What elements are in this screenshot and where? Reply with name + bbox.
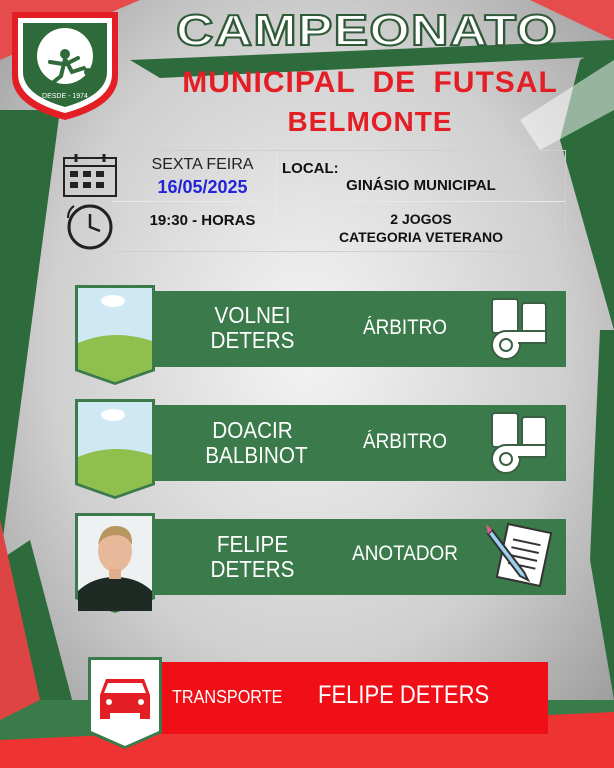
page-title: CAMPEONATO bbox=[176, 6, 558, 55]
staff-role: ANOTADOR bbox=[352, 542, 458, 565]
games-info bbox=[282, 210, 560, 246]
match-date: 16/05/2025 bbox=[157, 177, 248, 197]
staff-name: VOLNEI DETERS bbox=[210, 302, 295, 353]
staff-portrait bbox=[73, 511, 157, 615]
venue-label: LOCAL: bbox=[282, 160, 339, 177]
transport-label: TRANSPORTE bbox=[172, 687, 283, 707]
logo-since: DESDE - 1974 bbox=[42, 93, 88, 100]
venue-name: GINÁSIO MUNICIPAL bbox=[346, 177, 496, 194]
staff-role: ÁRBITRO bbox=[362, 316, 448, 339]
staff-name: FELIPE DETERS bbox=[210, 531, 295, 582]
notepad-icon bbox=[484, 520, 556, 592]
transport-driver: FELIPE DETERS bbox=[318, 681, 490, 709]
championship-subtitle: MUNICIPAL DE FUTSAL bbox=[182, 66, 558, 99]
games-count: 2 JOGOS bbox=[390, 211, 452, 227]
match-time: 19:30 - HORAS bbox=[149, 212, 256, 229]
photo-placeholder bbox=[73, 397, 157, 501]
calendar-icon bbox=[62, 152, 122, 198]
staff-name: DOACIR BALBINOT bbox=[205, 417, 308, 468]
clock-icon bbox=[64, 200, 116, 252]
staff-role: ÁRBITRO bbox=[362, 430, 448, 453]
whistle-icon bbox=[484, 407, 556, 479]
car-icon bbox=[86, 655, 164, 751]
weekday: SEXTA FEIRA bbox=[151, 156, 254, 173]
photo-placeholder bbox=[73, 283, 157, 387]
whistle-icon bbox=[484, 293, 556, 365]
city-name: BELMONTE bbox=[287, 106, 453, 137]
category: CATEGORIA VETERANO bbox=[338, 229, 504, 245]
